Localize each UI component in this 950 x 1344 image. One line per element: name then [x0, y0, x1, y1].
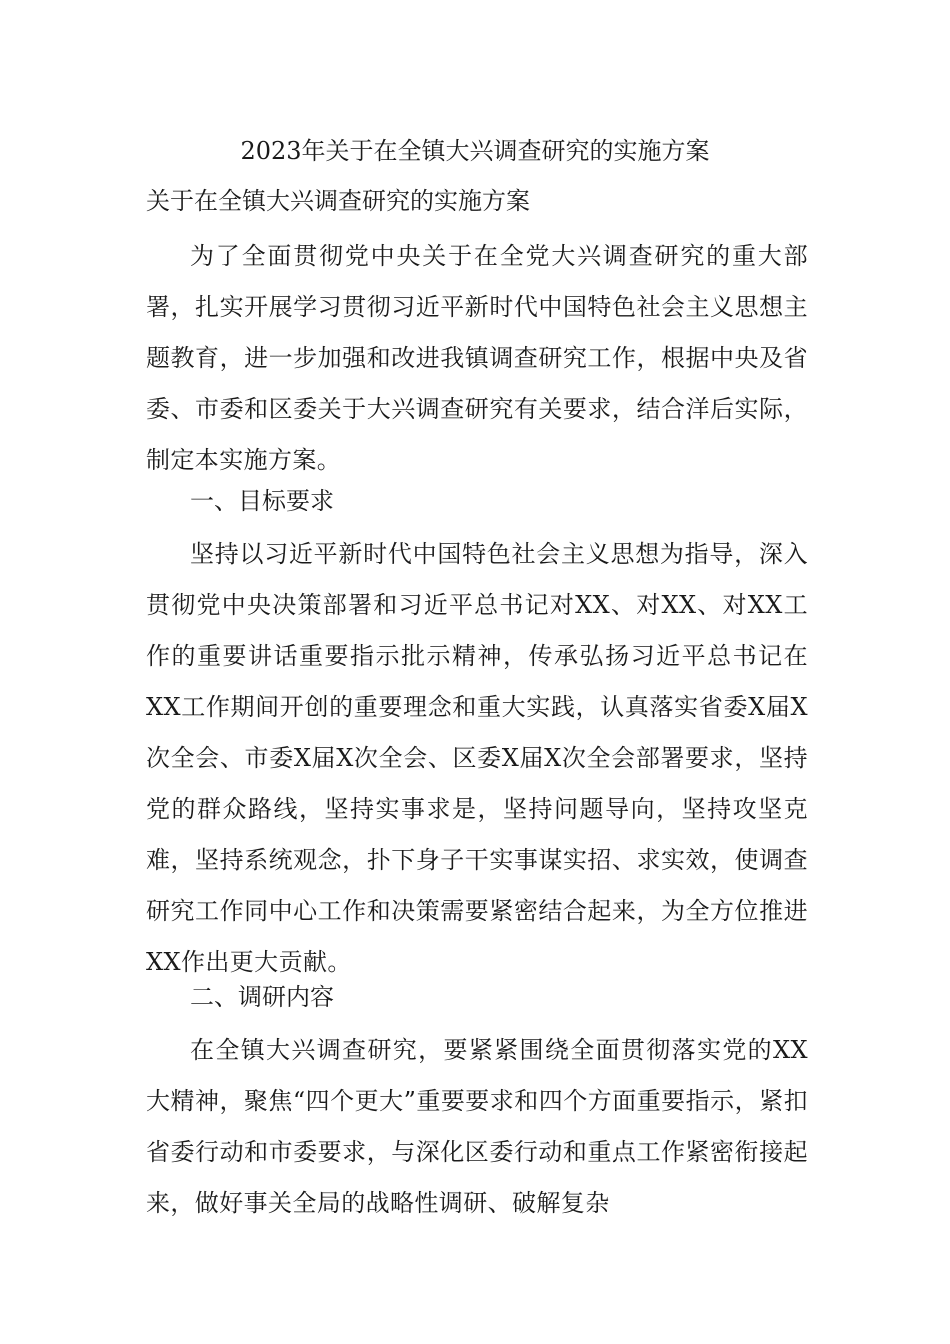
- document-title: 2023年关于在全镇大兴调查研究的实施方案: [240, 137, 710, 165]
- section-body-goals: 坚持以习近平新时代中国特色社会主义思想为指导，深入贯彻党中央决策部署和习近平总书记对XX、对XX、对XX工作的重要讲话重要指示批示精神，传承弘扬习近平总书记在XX工作期间开创的重要理念和重大实践，认真落实省委X届X次全会、市委X届X次全会、区委X届X次全会部署要求，坚持党的群众路线，坚持实事求是，坚持问题导向，坚持攻坚克难，坚持系统观念，扑下身子干实事谋实招、求实效，使调查研究工作同中心工作和决策需要紧密结合起来，为全方位推进XX作出更大贡献。: [146, 540, 808, 976]
- section-heading-content: 二、调研内容: [190, 983, 334, 1011]
- section-body-content: 在全镇大兴调查研究，要紧紧围绕全面贯彻落实党的XX大精神，聚焦“四个更大”重要要求和四个方面重要指示，紧扣省委行动和市委要求，与深化区委行动和重点工作紧密衔接起来，做好事关全局的战略性调研、破解复杂: [146, 1036, 808, 1217]
- document-subtitle: 关于在全镇大兴调查研究的实施方案: [146, 187, 530, 215]
- intro-paragraph: 为了全面贯彻党中央关于在全党大兴调查研究的重大部署，扎实开展学习贯彻习近平新时代中国特色社会主义思想主题教育，进一步加强和改进我镇调查研究工作，根据中央及省委、市委和区委关于大兴调查研究有关要求，结合洋后实际，制定本实施方案。: [146, 242, 808, 474]
- section-heading-goals: 一、目标要求: [190, 487, 334, 515]
